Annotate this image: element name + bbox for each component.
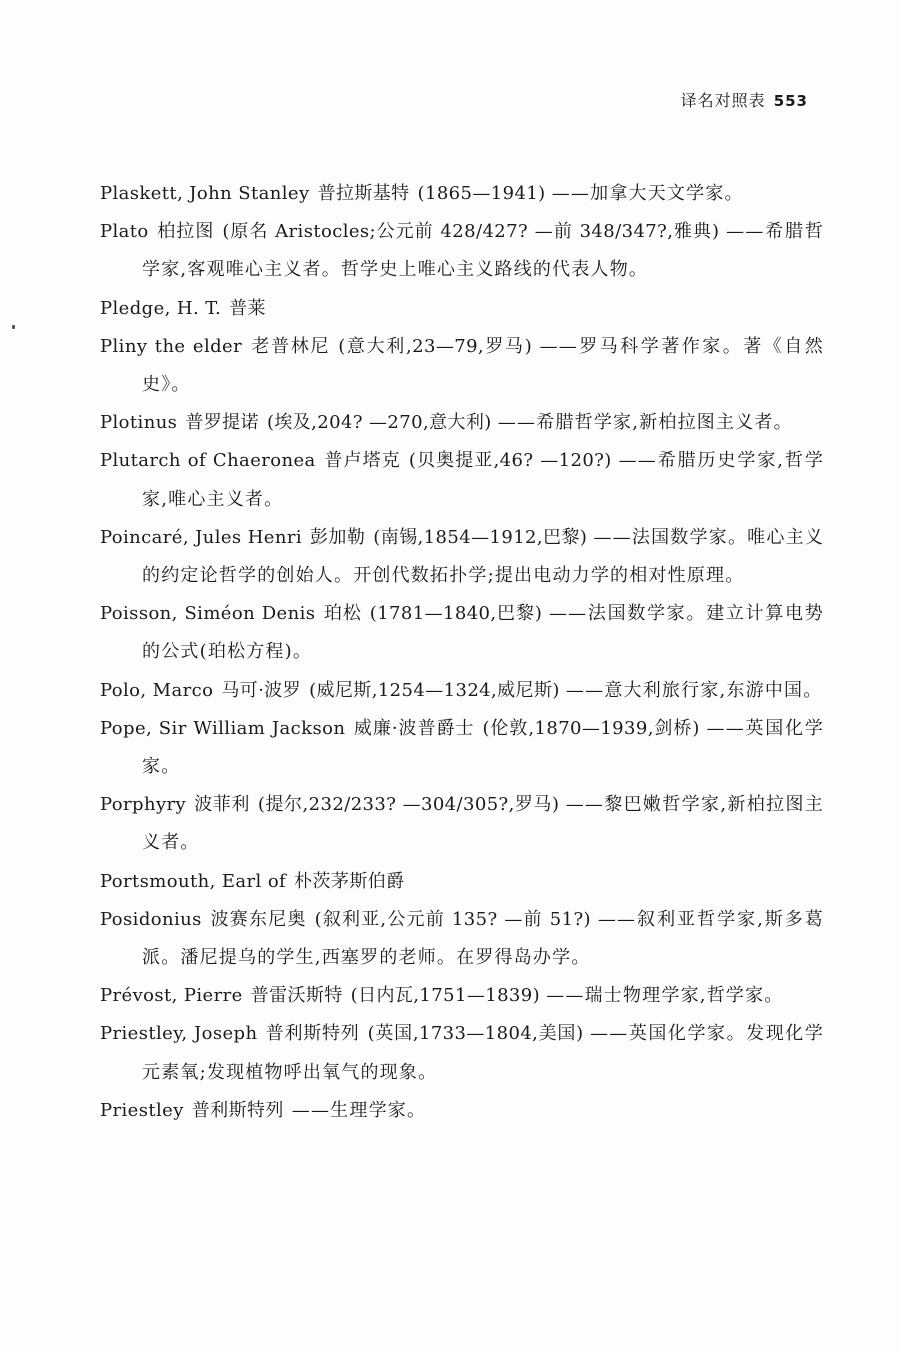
- entry-description: ——英国化学家。发现化学元素氧;发现植物呼出氧气的现象。: [142, 1023, 825, 1083]
- entry-latin-name: Pliny the elder: [100, 335, 243, 357]
- entry-chinese-name: 波赛东尼奥: [209, 908, 307, 930]
- entry-description: ——法国数学家。建立计算电势的公式(珀松方程)。: [142, 603, 824, 663]
- entry-chinese-name: 普卢塔克: [323, 450, 401, 472]
- entry-chinese-name: 彭加勒: [310, 526, 366, 548]
- entry-latin-name: Poincaré, Jules Henri: [100, 526, 302, 548]
- glossary-entry: [100, 672, 824, 710]
- entry-parenthetical: (威尼斯,1254—1324,威尼斯): [309, 679, 560, 701]
- entry-description: ——意大利旅行家,东游中国。: [565, 679, 823, 701]
- entry-latin-name: Priestley, Joseph: [100, 1023, 258, 1045]
- entry-parenthetical: (日内瓦,1751—1839): [350, 985, 541, 1007]
- glossary-entry: [100, 595, 824, 671]
- glossary-entry: [100, 213, 824, 289]
- glossary-entry: [100, 1092, 824, 1130]
- entry-description: ——加拿大天文学家。: [551, 183, 744, 204]
- glossary-entry: [100, 442, 824, 518]
- entry-description: ——希腊哲学家,客观唯心主义者。哲学史上唯心主义路线的代表人物。: [142, 221, 825, 281]
- entry-chinese-name: 普雷沃斯特: [250, 985, 343, 1007]
- entry-chinese-name: 珀松: [323, 603, 362, 625]
- glossary-entry: [100, 786, 824, 862]
- entry-chinese-name: 老普林尼: [250, 335, 331, 357]
- glossary-entry: [100, 519, 824, 595]
- glossary-entry: [100, 328, 824, 404]
- entry-latin-name: Plotinus: [100, 412, 178, 434]
- entry-parenthetical: (贝奥提亚,46? —120?): [408, 450, 612, 472]
- entry-description: ——叙利亚哲学家,斯多葛派。潘尼提乌的学生,西塞罗的老师。在罗得岛办学。: [142, 908, 825, 969]
- entry-latin-name: Plato: [100, 221, 149, 243]
- entry-latin-name: Posidonius: [100, 908, 202, 930]
- entry-description: ——希腊历史学家,哲学家,唯心主义者。: [142, 450, 825, 510]
- entry-chinese-name: 普罗提诺: [185, 412, 259, 434]
- entry-latin-name: Priestley: [100, 1099, 184, 1121]
- glossary-entry: [100, 977, 824, 1015]
- entry-description: ——希腊哲学家,新柏拉图主义者。: [497, 412, 793, 434]
- entry-parenthetical: (意大利,23—79,罗马): [338, 335, 533, 357]
- entry-parenthetical: (1865—1941): [417, 183, 546, 204]
- entry-parenthetical: (原名 Aristocles;公元前 428/427? —前 348/347?,雅典): [222, 221, 720, 243]
- glossary-entry: [100, 1015, 824, 1091]
- glossary-entries: [100, 175, 824, 1130]
- entry-chinese-name: 波菲利: [194, 794, 250, 816]
- running-head: [681, 88, 808, 111]
- glossary-entry: [100, 175, 824, 213]
- entry-parenthetical: (南锡,1854—1912,巴黎): [373, 526, 588, 548]
- glossary-entry: [100, 404, 824, 442]
- entry-chinese-name: 马可·波罗: [221, 679, 302, 701]
- entry-description: ——黎巴嫩哲学家,新柏拉图主义者。: [142, 794, 824, 854]
- entry-parenthetical: (伦敦,1870—1939,剑桥): [482, 717, 700, 739]
- running-head-title: 译名对照表: [680, 91, 766, 110]
- entry-chinese-name: 柏拉图: [156, 221, 215, 243]
- entry-description: ——罗马科学著作家。著《自然史》。: [142, 335, 824, 396]
- entry-latin-name: Plutarch of Chaeronea: [100, 450, 316, 472]
- glossary-entry: [100, 863, 824, 901]
- entry-description: ——英国化学家。: [142, 717, 824, 778]
- entry-parenthetical: (叙利亚,公元前 135? —前 51?): [314, 908, 591, 930]
- glossary-entry: [100, 290, 824, 328]
- entry-chinese-name: 朴茨茅斯伯爵: [294, 870, 405, 892]
- entry-chinese-name: 普拉斯基特: [317, 183, 410, 204]
- entry-parenthetical: (1781—1840,巴黎): [369, 603, 543, 625]
- entry-description: ——法国数学家。唯心主义的约定论哲学的创始人。开创代数拓扑学;提出电动力学的相对性原理。: [142, 526, 825, 587]
- entry-latin-name: Portsmouth, Earl of: [100, 870, 287, 892]
- entry-latin-name: Pope, Sir William Jackson: [100, 717, 346, 739]
- entry-parenthetical: (埃及,204? —270,意大利): [266, 412, 492, 434]
- entry-parenthetical: (英国,1733—1804,美国): [367, 1023, 584, 1045]
- entry-chinese-name: 普利斯特列: [265, 1023, 360, 1045]
- entry-latin-name: Prévost, Pierre: [100, 985, 243, 1007]
- entry-latin-name: Pledge, H. T.: [100, 297, 222, 319]
- page-number: 553: [773, 92, 808, 110]
- entry-latin-name: Plaskett, John Stanley: [100, 183, 310, 204]
- entry-chinese-name: 威廉·波普爵士: [353, 717, 475, 739]
- entry-chinese-name: 普莱: [229, 297, 266, 319]
- entry-latin-name: Poisson, Siméon Denis: [100, 603, 316, 625]
- glossary-entry: [100, 710, 824, 786]
- entry-chinese-name: 普利斯特列: [191, 1099, 284, 1121]
- entry-latin-name: Porphyry: [100, 794, 187, 816]
- glossary-entry: [100, 901, 824, 977]
- entry-description: ——瑞士物理学家,哲学家。: [546, 985, 784, 1007]
- margin-speck: [12, 325, 15, 329]
- entry-description: ——生理学家。: [291, 1099, 427, 1121]
- entry-parenthetical: (提尔,232/233? —304/305?,罗马): [257, 794, 560, 816]
- entry-latin-name: Polo, Marco: [100, 679, 214, 701]
